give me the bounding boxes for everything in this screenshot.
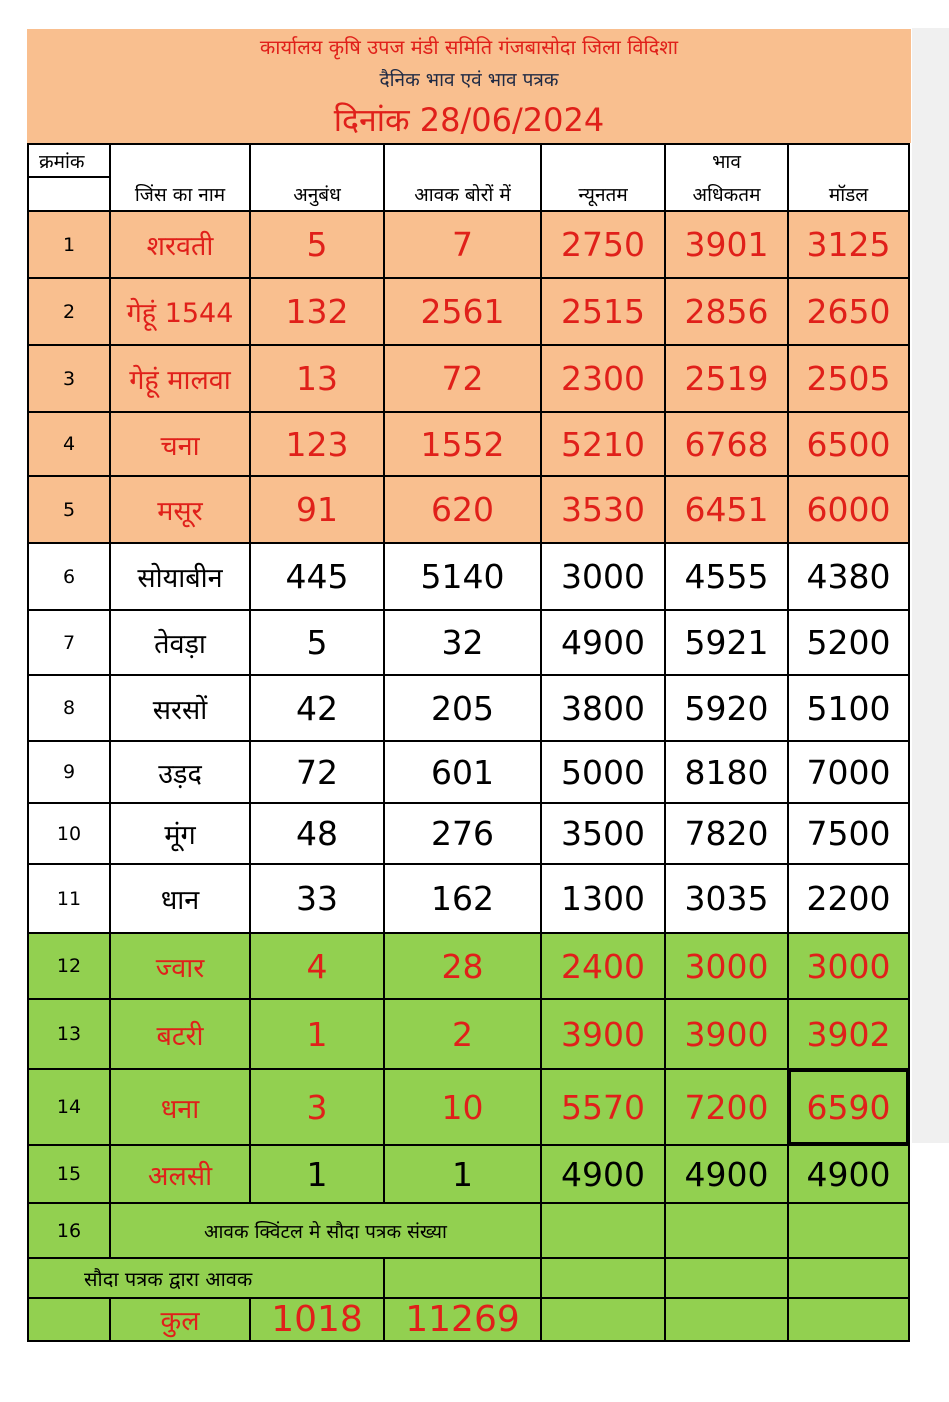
- row-serial: 10: [28, 803, 110, 864]
- col-price-group-header: भाव: [665, 144, 788, 177]
- row-modal: 2505: [788, 345, 909, 412]
- row-serial: 3: [28, 345, 110, 412]
- report-date: दिनांक 28/06/2024: [333, 101, 605, 139]
- row-contract: 48: [250, 803, 384, 864]
- row-commodity: धान: [110, 864, 250, 933]
- row-min: 3530: [541, 476, 665, 543]
- table-row: [28, 610, 909, 675]
- row-arrival: 5140: [384, 543, 541, 610]
- row-serial: 16: [28, 1203, 110, 1258]
- table-row: [28, 412, 909, 476]
- row-arrival: 1552: [384, 412, 541, 476]
- row-min: 3900: [541, 999, 665, 1069]
- row-serial: 8: [28, 675, 110, 741]
- row-commodity: सरसों: [110, 675, 250, 741]
- table-row: [28, 933, 909, 999]
- row-commodity: सोयाबीन: [110, 543, 250, 610]
- row-commodity: चना: [110, 412, 250, 476]
- row-arrival: 72: [384, 345, 541, 412]
- row-contract: 4: [250, 933, 384, 999]
- row-serial: 9: [28, 741, 110, 803]
- row-arrival: 7: [384, 211, 541, 278]
- row-modal-selected-cell[interactable]: 6590: [788, 1069, 909, 1145]
- office-title: कार्यालय कृषि उपज मंडी समिति गंजबासोदा जिला विदिशा: [259, 35, 679, 59]
- row-commodity: मूंग: [110, 803, 250, 864]
- row-modal: 5200: [788, 610, 909, 675]
- row-commodity: बटरी: [110, 999, 250, 1069]
- row-contract: 42: [250, 675, 384, 741]
- row-arrival: 1: [384, 1145, 541, 1203]
- row-contract: 1: [250, 1145, 384, 1203]
- row-contract: 445: [250, 543, 384, 610]
- col-commodity-header: जिंस का नाम: [110, 177, 250, 211]
- row-arrival: 276: [384, 803, 541, 864]
- row-serial: 15: [28, 1145, 110, 1203]
- row-max: 5921: [665, 610, 788, 675]
- header-row-1: [28, 144, 909, 177]
- row-modal: 7500: [788, 803, 909, 864]
- row-contract: 91: [250, 476, 384, 543]
- row-arrival: 620: [384, 476, 541, 543]
- row-min: 5570: [541, 1069, 665, 1145]
- row-arrival: 28: [384, 933, 541, 999]
- table-row: [28, 543, 909, 610]
- row-serial: 5: [28, 476, 110, 543]
- row-commodity: शरवती: [110, 211, 250, 278]
- row-max: 7820: [665, 803, 788, 864]
- row-serial: 6: [28, 543, 110, 610]
- row-serial: 13: [28, 999, 110, 1069]
- slip-arrival-label: सौदा पत्रक द्वारा आवक: [28, 1258, 384, 1298]
- row-arrival: 205: [384, 675, 541, 741]
- row-modal: 6500: [788, 412, 909, 476]
- row-arrival: 10: [384, 1069, 541, 1145]
- total-contract: 1018: [250, 1298, 384, 1341]
- row-contract: 33: [250, 864, 384, 933]
- row-contract: 132: [250, 278, 384, 345]
- row-max: 8180: [665, 741, 788, 803]
- row-commodity: ज्वार: [110, 933, 250, 999]
- row-commodity: गेहूं मालवा: [110, 345, 250, 412]
- table-row: [28, 211, 909, 278]
- table-row: [28, 278, 909, 345]
- row-max: 6768: [665, 412, 788, 476]
- table-row: [28, 999, 909, 1069]
- row-min: 2515: [541, 278, 665, 345]
- table-row: [28, 741, 909, 803]
- row-contract: 72: [250, 741, 384, 803]
- row-arrival: 2561: [384, 278, 541, 345]
- row-contract: 13: [250, 345, 384, 412]
- table-row: [28, 864, 909, 933]
- row-contract: 3: [250, 1069, 384, 1145]
- total-label: कुल: [110, 1298, 250, 1341]
- table-row: [28, 1145, 909, 1203]
- total-arrival: 11269: [384, 1298, 541, 1341]
- row-modal: 7000: [788, 741, 909, 803]
- background-strip: [912, 28, 949, 1143]
- table-row: [28, 476, 909, 543]
- arrival-note-row: [28, 1203, 909, 1258]
- row-serial: 7: [28, 610, 110, 675]
- row-commodity: धना: [110, 1069, 250, 1145]
- row-max: 4900: [665, 1145, 788, 1203]
- row-modal: 4380: [788, 543, 909, 610]
- row-serial: 2: [28, 278, 110, 345]
- row-contract: 5: [250, 610, 384, 675]
- row-min: 5000: [541, 741, 665, 803]
- row-modal: 3902: [788, 999, 909, 1069]
- row-max: 3035: [665, 864, 788, 933]
- row-serial: 1: [28, 211, 110, 278]
- row-max: 7200: [665, 1069, 788, 1145]
- row-arrival: 601: [384, 741, 541, 803]
- row-commodity: तेवड़ा: [110, 610, 250, 675]
- table-row: [28, 803, 909, 864]
- row-serial: 14: [28, 1069, 110, 1145]
- row-min: 3000: [541, 543, 665, 610]
- row-contract: 5: [250, 211, 384, 278]
- row-modal: 2650: [788, 278, 909, 345]
- col-modal-header: मॉडल: [788, 177, 909, 211]
- row-serial: 4: [28, 412, 110, 476]
- report-header: [27, 29, 911, 143]
- table-row: [28, 1069, 909, 1145]
- row-min: 5210: [541, 412, 665, 476]
- row-commodity: उड़द: [110, 741, 250, 803]
- row-modal: 4900: [788, 1145, 909, 1203]
- report-subtitle: दैनिक भाव एवं भाव पत्रक: [379, 69, 559, 91]
- table-row: [28, 345, 909, 412]
- col-serial-header: क्रमांक: [28, 144, 110, 177]
- row-max: 3000: [665, 933, 788, 999]
- row-commodity: अलसी: [110, 1145, 250, 1203]
- row-modal: 3000: [788, 933, 909, 999]
- row-arrival: 2: [384, 999, 541, 1069]
- row-min: 4900: [541, 1145, 665, 1203]
- col-contract-header: अनुबंध: [250, 177, 384, 211]
- row-serial: 11: [28, 864, 110, 933]
- row-min: 1300: [541, 864, 665, 933]
- row-arrival: 32: [384, 610, 541, 675]
- col-arrival-header: आवक बोरों में: [384, 177, 541, 211]
- header-row-2: [28, 177, 909, 211]
- row-min: 4900: [541, 610, 665, 675]
- row-min: 3500: [541, 803, 665, 864]
- row-modal: 3125: [788, 211, 909, 278]
- total-row: [28, 1298, 909, 1341]
- row-arrival: 162: [384, 864, 541, 933]
- row-min: 2300: [541, 345, 665, 412]
- row-max: 6451: [665, 476, 788, 543]
- row-serial: 12: [28, 933, 110, 999]
- row-max: 2519: [665, 345, 788, 412]
- row-min: 2400: [541, 933, 665, 999]
- arrival-note: आवक क्विंटल मे सौदा पत्रक संख्या: [110, 1203, 541, 1258]
- row-modal: 2200: [788, 864, 909, 933]
- row-commodity: गेहूं 1544: [110, 278, 250, 345]
- slip-arrival-row: [28, 1258, 909, 1298]
- col-max-header: अधिकतम: [665, 177, 788, 211]
- row-max: 3901: [665, 211, 788, 278]
- col-min-header: न्यूनतम: [541, 177, 665, 211]
- row-contract: 123: [250, 412, 384, 476]
- row-min: 2750: [541, 211, 665, 278]
- row-max: 4555: [665, 543, 788, 610]
- price-table: [27, 143, 910, 1342]
- row-max: 3900: [665, 999, 788, 1069]
- row-contract: 1: [250, 999, 384, 1069]
- table-row: [28, 675, 909, 741]
- row-commodity: मसूर: [110, 476, 250, 543]
- row-max: 5920: [665, 675, 788, 741]
- row-modal: 5100: [788, 675, 909, 741]
- row-min: 3800: [541, 675, 665, 741]
- row-max: 2856: [665, 278, 788, 345]
- row-modal: 6000: [788, 476, 909, 543]
